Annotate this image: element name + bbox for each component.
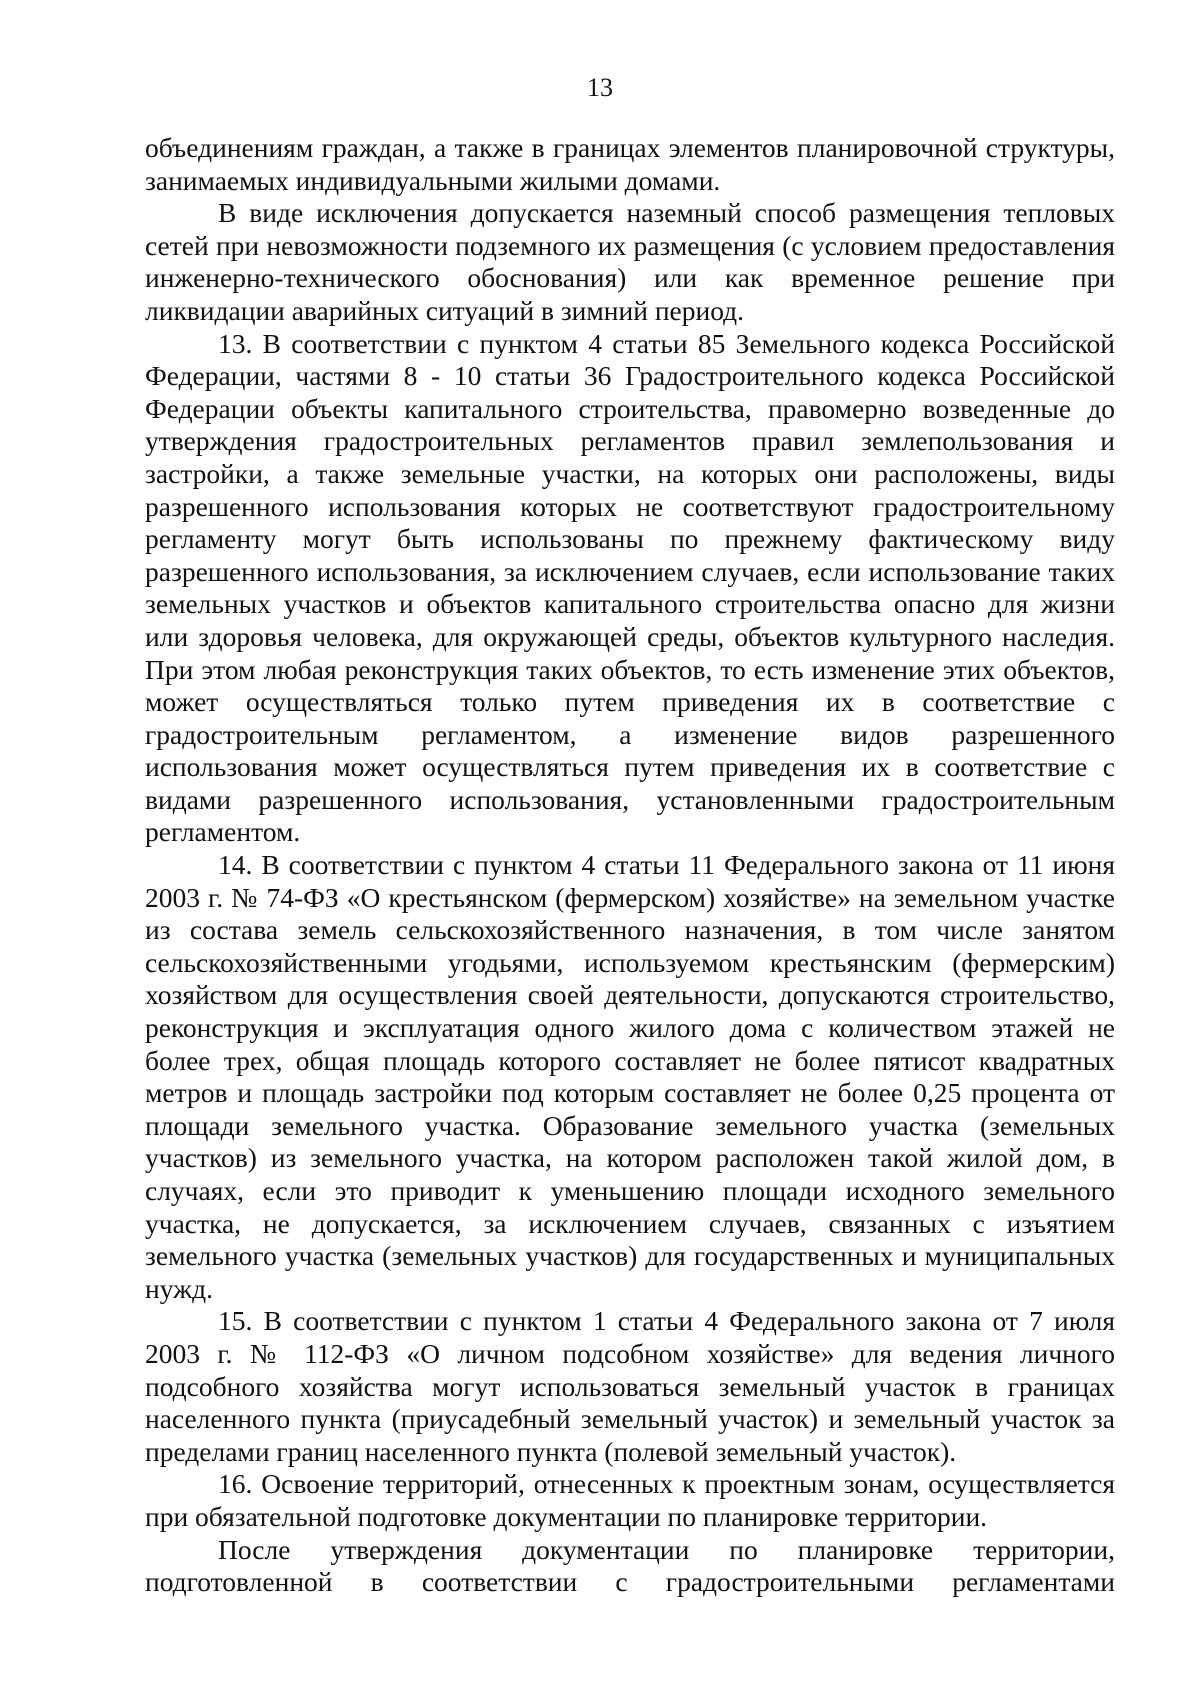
paragraph-13-capital-construction: 13. В соответствии с пунктом 4 статьи 85 Земельного кодекса Российской Федерации, частями 8 - 10 статьи 36 Градостроительного кодекса Российской Федерации объекты капитального строительства, правомерно возведенные до утверждения градостроительных регламентов правил землепользования и застройки, а также земельные участки, на которых они расположены, виды разрешенного использования которых не соответствуют градостроительному регламенту могут быть использованы по прежнему фактическому виду разрешенного использования, за исключением случаев, если использование таких земельных участков и объектов капитального строительства опасно для жизни или здоровья человека, для окружающей среды, объектов культурного наследия. При этом любая реконструкция таких объектов, то есть изменение этих объектов, может осуществляться только путем приведения их в соответствие с градостроительным регламентом, а изменение видов разрешенного использования может осуществляться путем приведения их в соответствие с видами разрешенного использования, установленными градостроительным регламентом. bbox=[145, 327, 1115, 848]
document-body bbox=[145, 132, 1115, 1599]
paragraph-15-personal-subsidiary-farm: 15. В соответствии с пунктом 1 статьи 4 Федерального закона от 7 июля 2003 г. № 112-ФЗ «О личном подсобном хозяйстве» для ведения личного подсобного хозяйства могут использоваться земельный участок в границах населенного пункта (приусадебный земельный участок) и земельный участок за пределами границ населенного пункта (полевой земельный участок). bbox=[145, 1305, 1115, 1467]
paragraph-14-farm-household: 14. В соответствии с пунктом 4 статьи 11 Федерального закона от 11 июня 2003 г. № 74-ФЗ «О крестьянском (фермерском) хозяйстве» на земельном участке из состава земель сельскохозяйственного назначения, в том числе занятом сельскохозяйственными угодьями, используемом крестьянским (фермерским) хозяйством для осуществления своей деятельности, допускаются строительство, реконструкция и эксплуатация одного жилого дома с количеством этажей не более трех, общая площадь которого составляет не более пятисот квадратных метров и площадь застройки под которым составляет не более 0,25 процента от площади земельного участка. Образование земельного участка (земельных участков) из земельного участка, на котором расположен такой жилой дом, в случаях, если это приводит к уменьшению площади исходного земельного участка, не допускается, за исключением случаев, связанных с изъятием земельного участка (земельных участков) для государственных и муниципальных нужд. bbox=[145, 849, 1115, 1304]
paragraph-16-project-zones: 16. Освоение территорий, отнесенных к проектным зонам, осуществляется при обязательной подготовке документации по планировке территории. bbox=[145, 1468, 1115, 1532]
paragraph-continuation: объединениям граждан, а также в границах элементов планировочной структуры, занимаемых индивидуальными жилыми домами. bbox=[145, 132, 1115, 196]
page-number: 13 bbox=[587, 73, 613, 102]
paragraph-after-approval-continued: После утверждения документации по планировке территории, подготовленной в соответствии с градостроительными регламентами bbox=[145, 1533, 1115, 1598]
paragraph-heating-networks-exception: В виде исключения допускается наземный способ размещения тепловых сетей при невозможности подземного их размещения (с условием предоставления инженерно-технического обоснования) или как временное решение при ликвидации аварийных ситуаций в зимний период. bbox=[145, 197, 1115, 326]
